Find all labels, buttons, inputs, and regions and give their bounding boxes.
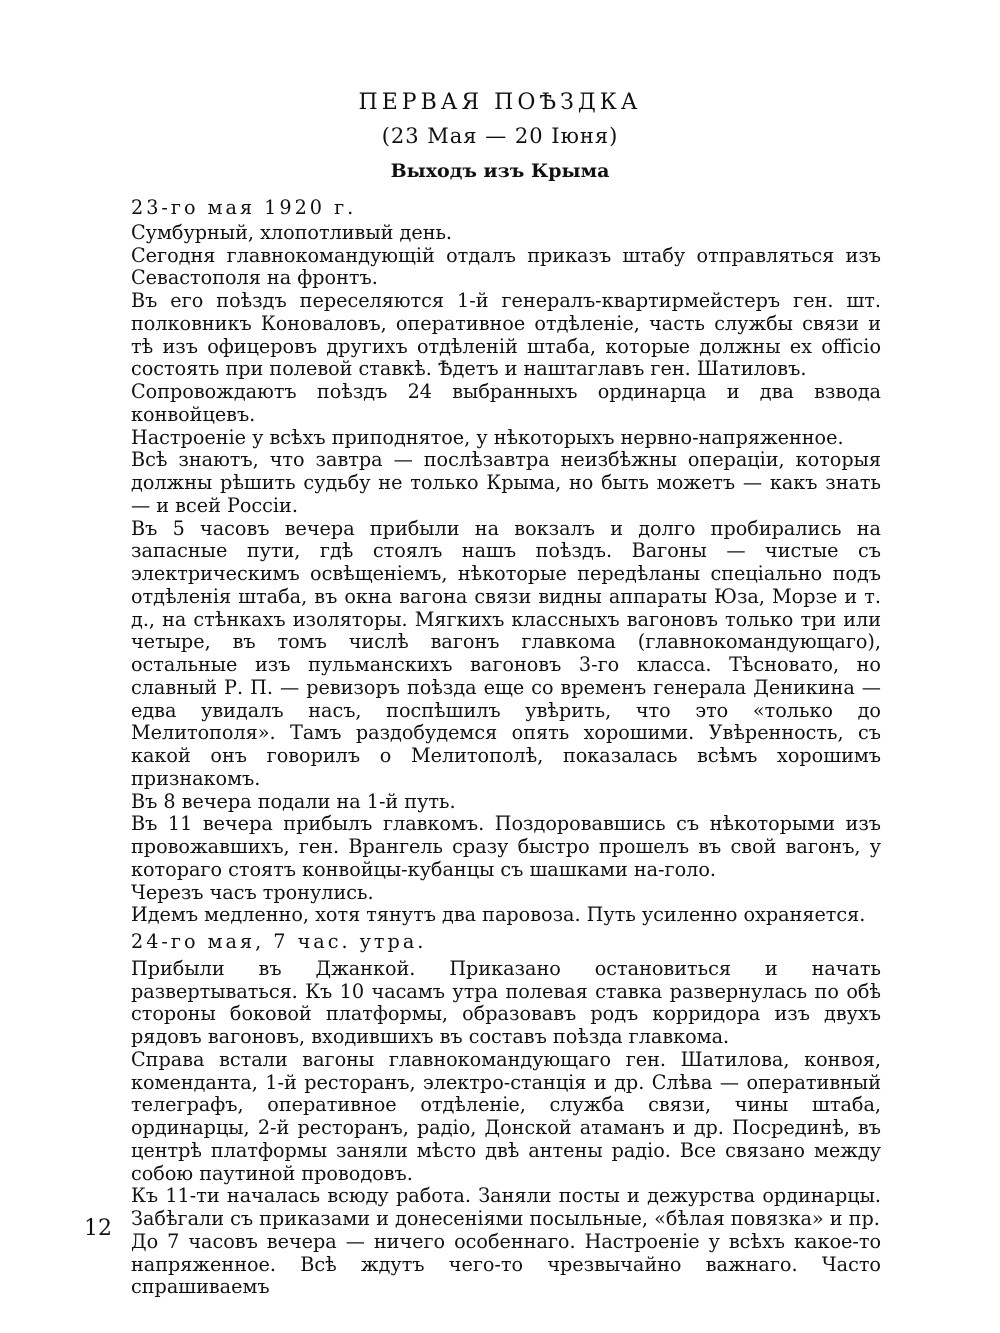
paragraph: Въ его поѣздъ переселяются 1-й генералъ-квартирмейстеръ ген. шт. полковникъ Коноваловъ, оперативное отдѣленіе, часть службы связи и тѣ изъ офицеровъ другихъ отдѣленій штаба, которые должны ex officio состоять при полевой ставкѣ. Ѣдетъ и наштаглавъ ген. Шатиловъ. xyxy=(131,289,881,381)
paragraph: Въ 11 вечера прибылъ главкомъ. Поздоровавшись съ нѣкоторыми изъ провожавшихъ, ген. Врангель сразу быстро прошелъ въ свой вагонъ, у котораго стоятъ конвойцы-кубанцы съ шашками на-голо. xyxy=(131,812,881,881)
paragraph: Черезъ часъ тронулись. xyxy=(131,880,374,904)
section-heading: Выходъ изъ Крыма xyxy=(390,160,610,182)
main-text xyxy=(131,197,881,1299)
paragraph: Сопровождаютъ поѣздъ 24 выбранныхъ ординарца и два взвода конвойцевъ. xyxy=(131,380,881,426)
chapter-date-range: (23 Мая — 20 Іюня) xyxy=(381,124,619,148)
paragraph: Въ 5 часовъ вечера прибыли на вокзалъ и долго пробирались на запасные пути, гдѣ стоялъ нашъ поѣздъ. Вагоны — чистые съ электрическимъ освѣщеніемъ, нѣкоторые передѣланы спеціально подъ отдѣленія штаба, въ окна вагона связи видны аппараты Юза, Морзе и т. д., на стѣнкахъ изоляторы. Мягкихъ классныхъ вагоновъ только три или четыре, въ томъ числѣ вагонъ главкома (главнокомандующаго), остальные изъ пульманскихъ вагоновъ 3-го класса. Тѣсновато, но славный Р. П. — ревизоръ поѣзда еще со временъ генерала Деникина — едва увидалъ насъ, поспѣшилъ увѣрить, что это «только до Мелитополя». Тамъ раздобудемся опять хорошими. Увѣренность, съ какой онъ говорилъ о Мелитополѣ, показалась всѣмъ хорошимъ признакомъ. xyxy=(131,516,881,790)
entry-date: 24-го мая, 7 час. утра. xyxy=(131,930,427,953)
paragraph: Къ 11-ти началась всюду работа. Заняли посты и дежурства ординарцы. Забѣгали съ приказами и донесеніями посыльные, «бѣлая повязка» и пр. xyxy=(131,1184,881,1230)
page-number: 12 xyxy=(84,1216,112,1241)
paragraph: Въ 8 вечера подали на 1-й путь. xyxy=(131,789,456,813)
paragraph: До 7 часовъ вечера — ничего особеннаго. Настроеніе у всѣхъ какое-то напряженное. Всѣ ждутъ чего-то чрезвычайно важнаго. Часто спрашиваемъ xyxy=(131,1229,881,1299)
paragraph: Настроеніе у всѣхъ приподнятое, у нѣкоторыхъ нервно-напряженное. xyxy=(131,425,844,449)
paragraph: Прибыли въ Джанкой. Приказано остановиться и начать развертываться. Къ 10 часамъ утра полевая ставка развернулась по обѣ стороны боковой платформы, образовавъ родъ корридора изъ двухъ рядовъ вагоновъ, входившихъ въ составъ поѣзда главкома. xyxy=(131,956,881,1048)
chapter-title: ПЕРВАЯ ПОѢЗДКА xyxy=(358,90,642,115)
entry-date: 23-го мая 1920 г. xyxy=(131,196,357,219)
paragraph: Справа встали вагоны главнокомандующаго ген. Шатилова, конвоя, коменданта, 1-й ресторанъ, электро-станція и др. Слѣва — оперативный телеграфъ, оперативное отдѣленіе, служба связи, чины штаба, ординарцы, 2-й ресторанъ, радіо, Донской атаманъ и др. Посрединѣ, въ центрѣ платформы заняли мѣсто двѣ антены радіо. Все связано между собою паутиной проводовъ. xyxy=(131,1047,881,1185)
paragraph: Сумбурный, хлопотливый день. xyxy=(131,220,453,244)
paragraph: Всѣ знаютъ, что завтра — послѣзавтра неизбѣжны операціи, которыя должны рѣшить судьбу не только Крыма, но быть можетъ — какъ знать — и всей Россіи. xyxy=(131,448,881,517)
paragraph: Сегодня главнокомандующій отдалъ приказъ штабу отправляться изъ Севастополя на фронтъ. xyxy=(131,243,881,290)
paragraph: Идемъ медленно, хотя тянутъ два паровоза. Путь усиленно охраняется. xyxy=(131,903,866,927)
